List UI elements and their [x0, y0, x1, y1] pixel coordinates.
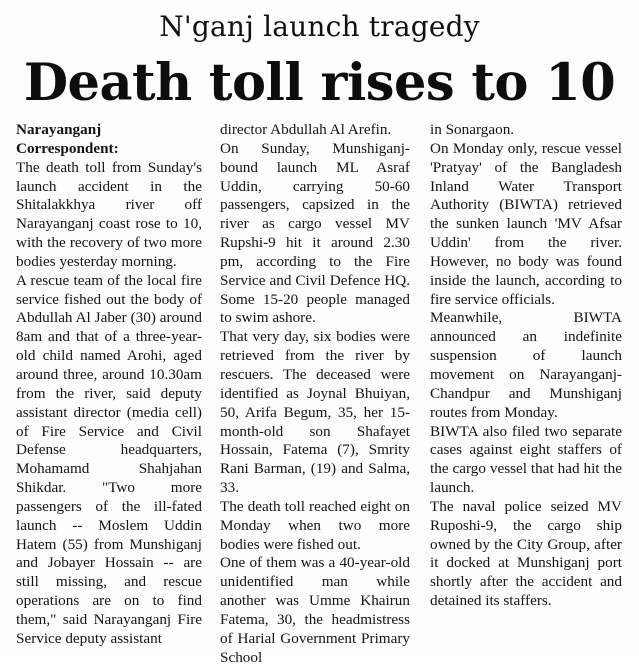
paragraph: A rescue team of the local fire service fished out the body of Abdullah Al Jaber (30) around 8am and that of a three-year-old child named Arohi, aged around three, around 10.30am from the river, said deputy assistant director (media cell) of Fire Service and Civil Defense headquarters, Mohamamd Shahjahan Shikdar. "Two more passengers of the ill-fated launch -- Moslem Uddin Hatem (55) from Munshiganj and Jobayer Hossain -- are still missing, and rescue operations are on to find them," said Narayanganj Fire Service deputy assistant: [16, 271, 202, 647]
paragraph: The naval police seized MV Ruposhi-9, the cargo ship owned by the City Group, after it docked at Munshiganj port shortly after the accident and detained its staffers.: [430, 497, 622, 610]
article-kicker: N'ganj launch tragedy: [159, 10, 480, 43]
article-column-1: [16, 121, 202, 649]
article-column-2: [220, 121, 410, 667]
paragraph: That very day, six bodies were retrieved from the river by rescuers. The deceased were identified as Joynal Bhuiyan, 50, Arifa Begum, 35, her 15-month-old son Shafayet Hossain, Fatema (7), Smrity Rani Barman, (19) and Salma, 33.: [220, 328, 410, 497]
paragraph: One of them was a 40-year-old unidentified man while another was Umme Khairun Fatema, 30, the headmistress of Harial Government Primary School: [220, 554, 410, 666]
paragraph: in Sonargaon.: [430, 121, 515, 138]
paragraph: The death toll from Sunday's launch accident in the Shitalakkhya river off Narayanganj coast rose to 10, with the recovery of two more bodies yesterday morning.: [16, 158, 202, 270]
paragraph: The death toll reached eight on Monday when two more bodies were fished out.: [220, 497, 410, 553]
paragraph: Meanwhile, BIWTA announced an indefinite suspension of launch movement on Narayanganj-Chandpur and Munshiganj routes from Monday.: [430, 309, 622, 421]
byline: Narayanganj Correspondent:: [16, 121, 119, 157]
article-column-3: [430, 121, 622, 611]
paragraph: BIWTA also filed two separate cases against eight staffers of the cargo vessel that had hit the launch.: [430, 422, 622, 497]
paragraph: director Abdullah Al Arefin.: [220, 121, 392, 138]
article-headline: Death toll rises to 10: [23, 53, 616, 113]
paragraph: On Sunday, Munshiganj-bound launch ML Asraf Uddin, carrying 50-60 passengers, capsized in the river as cargo vessel MV Rupshi-9 hit it around 2.30 pm, according to the Fire Service and Civil Defence HQ. Some 15-20 people managed to swim ashore.: [220, 139, 410, 327]
paragraph: On Monday only, rescue vessel 'Pratyay' of the Bangladesh Inland Water Transport Authority (BIWTA) retrieved the sunken launch 'MV Afsar Uddin' from the river. However, no body was found inside the launch, according to fire service officials.: [430, 139, 622, 308]
